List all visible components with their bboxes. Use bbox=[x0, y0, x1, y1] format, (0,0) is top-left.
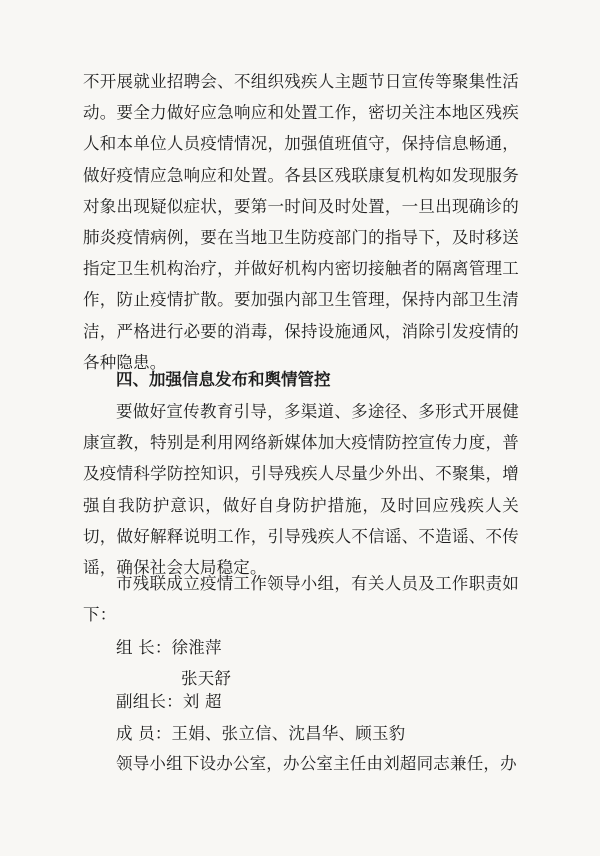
members-names: 王娟、张立信、沈昌华、顾玉豹 bbox=[171, 724, 406, 743]
members-label: 成 员： bbox=[116, 724, 172, 743]
leader-label: 组 长： bbox=[116, 638, 172, 657]
section-heading-4: 四、加强信息发布和舆情管控 bbox=[116, 370, 331, 389]
leader-line bbox=[116, 632, 222, 663]
office-line: 领导小组下设办公室，办公室主任由刘超同志兼任，办 bbox=[116, 754, 517, 773]
members-line bbox=[116, 718, 405, 749]
paragraph-group-intro: 市残联成立疫情工作领导小组，有关人员及工作职责如下： bbox=[83, 574, 519, 625]
deputy-line bbox=[116, 686, 222, 717]
leader-name-2: 张天舒 bbox=[181, 669, 232, 688]
deputy-label: 副组长： bbox=[116, 692, 183, 711]
paragraph-continuation: 不开展就业招聘会、不组织残疾人主题节日宣传等聚集性活动。要全力做好应急响应和处置工作，密切关注本地区残疾人和本单位人员疫情情况，加强值班值守，保持信息畅通，做好疫情应急响应和处置。各县区残联康复机构如发现服务对象出现疑似症状，要第一时间及时处置，一旦出现确诊的肺炎疫情病例，要在当地卫生防疫部门的指导下，及时移送指定卫生机构治疗，并做好机构内密切接触者的隔离管理工作，防止疫情扩散。要加强内部卫生管理，保持内部卫生清洁，严格进行必要的消毒，保持设施通风，消除引发疫情的各种隐患。 bbox=[83, 72, 519, 372]
deputy-name: 刘 超 bbox=[182, 692, 222, 711]
leader-name-1: 徐淮萍 bbox=[171, 638, 222, 657]
paragraph-section-4: 要做好宣传教育引导，多渠道、多途径、多形式开展健康宣教，特别是利用网络新媒体加大疫情防控宣传力度，普及疫情科学防控知识，引导残疾人尽量少外出、不聚集，增强自我防护意识，做好自身防护措施，及时回应残疾人关切，做好解释说明工作，引导残疾人不信谣、不造谣、不传谣，确保社会大局稳定。 bbox=[83, 402, 519, 578]
